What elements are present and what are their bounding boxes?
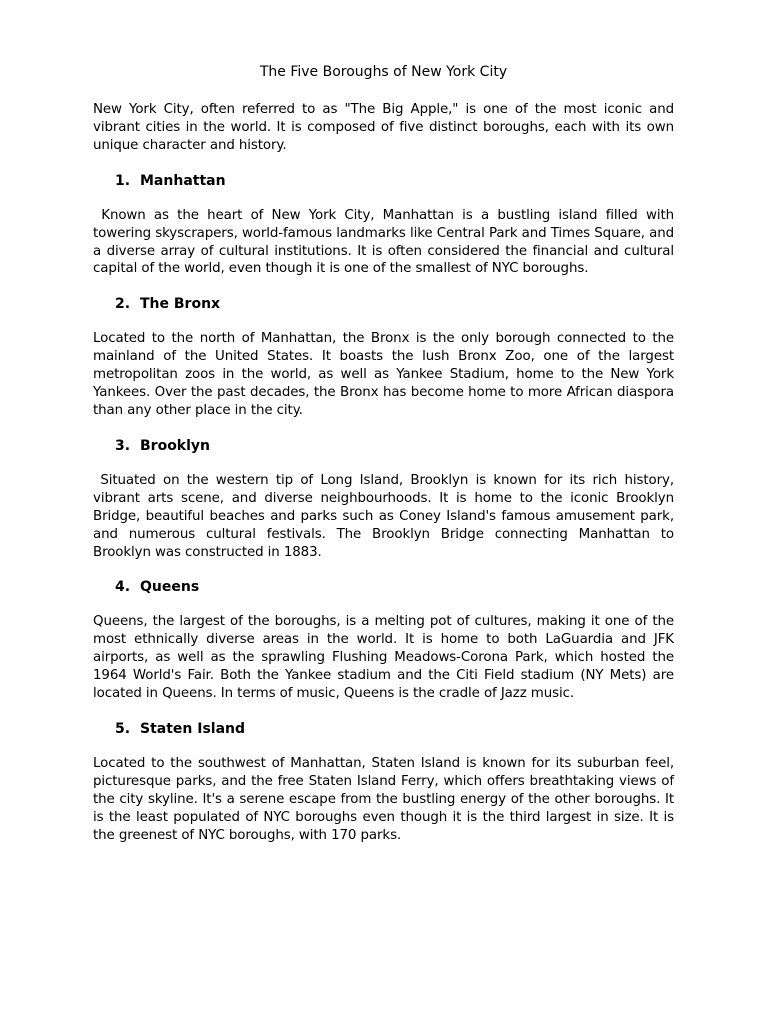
section-number: 4.	[115, 579, 131, 596]
section-body-manhattan: Known as the heart of New York City, Manhattan is a bustling island filled with towering skyscrapers, world-famous landmarks like Central Park and Times Square, and a diverse array of cultural institutions. It is often considered the financial and cultural capital of the world, even though it is one of the smallest of NYC boroughs.	[93, 207, 679, 277]
section-title: The Bronx	[140, 296, 221, 313]
section-body-brooklyn: Situated on the western tip of Long Island, Brooklyn is known for its rich history, vibrant arts scene, and diverse neighbourhoods. It is home to the iconic Brooklyn Bridge, beautiful beaches and parks such as Coney Island's famous amusement park, and numerous cultural festivals. The Brooklyn Bridge connecting Manhattan to Brooklyn was constructed in 1883.	[93, 472, 679, 560]
section-title: Staten Island	[140, 720, 246, 737]
document-content	[93, 63, 679, 844]
section-heading-bronx	[93, 295, 674, 313]
page-title: The Five Boroughs of New York City	[259, 64, 508, 80]
section-heading-queens	[93, 578, 674, 596]
intro-paragraph: New York City, often referred to as "The Big Apple," is one of the most iconic and vibrant cities in the world. It is composed of five distinct boroughs, each with its own unique character and history.	[93, 102, 679, 153]
section-title: Brooklyn	[140, 437, 211, 454]
section-number: 1.	[115, 172, 131, 189]
section-body-bronx: Located to the north of Manhattan, the Bronx is the only borough connected to the mainland of the United States. It boasts the lush Bronx Zoo, one of the largest metropolitan zoos in the world, as well as Yankee Stadium, home to the New York Yankees. Over the past decades, the Bronx has become home to more African diaspora than any other place in the city.	[93, 331, 679, 418]
section-body-queens: Queens, the largest of the boroughs, is a melting pot of cultures, making it one of the most ethnically diverse areas in the world. It is home to both LaGuardia and JFK airports, as well as the sprawling Flushing Meadows-Corona Park, which hosted the 1964 World's Fair. Both the Yankee stadium and the Citi Field stadium (NY Mets) are located in Queens. In terms of music, Queens is the cradle of Jazz music.	[93, 614, 679, 702]
section-title: Queens	[140, 579, 200, 596]
section-number: 2.	[115, 296, 131, 313]
section-number: 3.	[115, 437, 131, 454]
section-heading-staten-island	[93, 720, 674, 738]
section-body-staten-island: Located to the southwest of Manhattan, Staten Island is known for its suburban feel, picturesque parks, and the free Staten Island Ferry, which offers breathtaking views of the city skyline. It's a serene escape from the bustling energy of the other boroughs. It is the least populated of NYC boroughs even though it is the third largest in size. It is the greenest of NYC boroughs, with 170 parks.	[93, 755, 679, 843]
section-title: Manhattan	[140, 172, 226, 189]
section-number: 5.	[115, 720, 131, 737]
section-heading-manhattan	[93, 172, 674, 190]
section-heading-brooklyn	[93, 437, 674, 455]
